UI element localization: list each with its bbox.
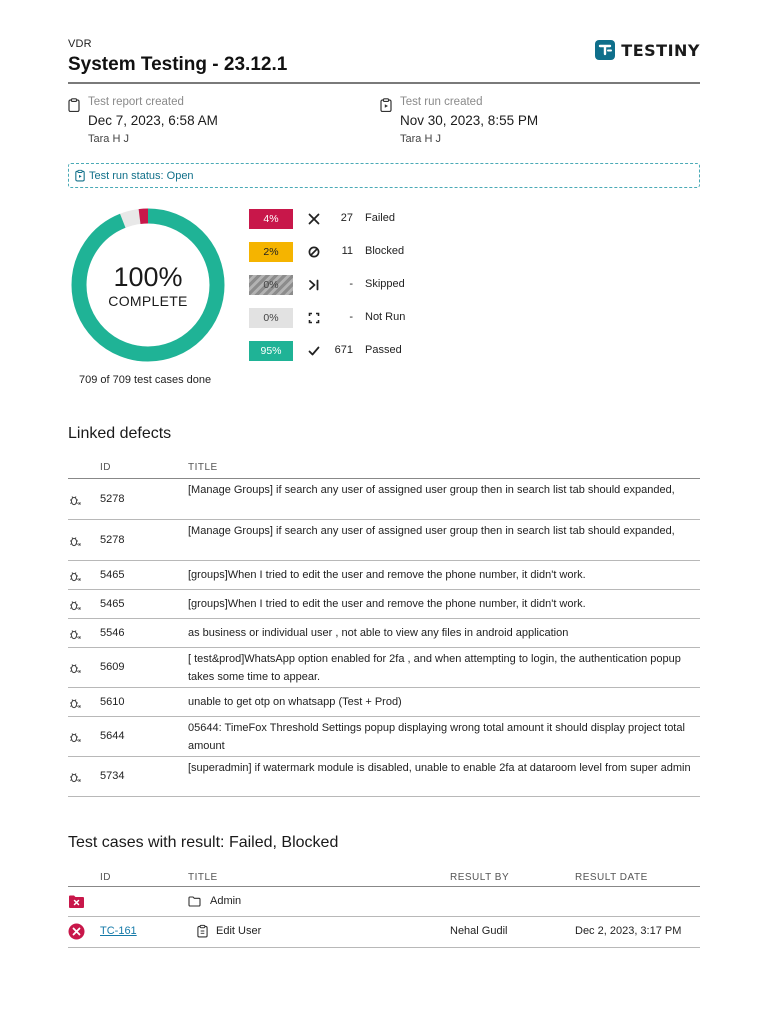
- legend-badge: 4%: [249, 209, 293, 229]
- blocked-icon: [308, 246, 320, 258]
- defect-row: [68, 648, 700, 688]
- test-case-result-by: Nehal Gudil: [450, 925, 508, 937]
- bug-icon: [68, 534, 82, 548]
- legend-label: Failed: [365, 212, 395, 224]
- legend-count: -: [349, 311, 353, 323]
- defect-row: [68, 520, 700, 561]
- skip-icon: [308, 279, 320, 291]
- legend-count: 11: [341, 245, 353, 257]
- linked-defects-heading: Linked defects: [68, 425, 172, 442]
- legend-count: 671: [334, 344, 353, 356]
- legend-badge: 0%: [249, 308, 293, 328]
- legend-label: Not Run: [365, 311, 406, 323]
- x-icon: [308, 213, 320, 225]
- folder-name: Admin: [210, 895, 242, 907]
- test-case-icon: [197, 924, 208, 938]
- failed-status-icon: [68, 923, 85, 940]
- defect-row: [68, 561, 700, 590]
- legend-count: 27: [340, 212, 353, 224]
- page-title: System Testing - 23.12.1: [68, 54, 288, 75]
- defect-title: [Manage Groups] if search any user of assigned user group then in search list tab should expanded,: [188, 525, 675, 537]
- bug-icon: [68, 569, 82, 583]
- defect-title: [Manage Groups] if search any user of assigned user group then in search list tab should expanded,: [188, 484, 675, 496]
- legend-row-skipped: [249, 275, 429, 295]
- defect-id: 5465: [100, 598, 125, 610]
- completion-label: COMPLETE: [108, 293, 188, 309]
- defect-row: [68, 757, 700, 797]
- folder-row: [68, 887, 700, 917]
- defect-row: [68, 590, 700, 619]
- clipboard-icon: [75, 169, 85, 182]
- legend-badge: 0%: [249, 275, 293, 295]
- legend-row-not-run: [249, 308, 429, 328]
- defect-title: [groups]When I tried to edit the user and remove the phone number, it didn't work.: [188, 569, 586, 581]
- bug-icon: [68, 696, 82, 710]
- row-divider: [68, 796, 700, 797]
- run-created-date: Nov 30, 2023, 8:55 PM: [400, 113, 539, 128]
- clipboard-icon: [68, 98, 80, 112]
- completion-percent: 100%: [113, 262, 183, 292]
- legend-label: Skipped: [365, 278, 405, 290]
- test-case-title: Edit User: [216, 925, 262, 937]
- defect-id: 5278: [100, 493, 125, 505]
- defect-row: [68, 717, 700, 757]
- defect-row: [68, 688, 700, 717]
- defect-id: 5610: [100, 696, 125, 708]
- legend-row-passed: [249, 341, 429, 361]
- defect-title: as business or individual user , not able to view any files in android application: [188, 627, 569, 639]
- bug-icon: [68, 493, 82, 507]
- tc-title-header: TITLE: [188, 872, 218, 883]
- legend-count: -: [349, 278, 353, 290]
- test-cases-heading: Test cases with result: Failed, Blocked: [68, 834, 339, 851]
- check-icon: [308, 345, 320, 357]
- bug-icon: [68, 661, 82, 675]
- defect-id: 5734: [100, 770, 125, 782]
- logo-text: TESTINY: [621, 40, 700, 60]
- run-status-banner: [68, 163, 700, 188]
- report-created-date: Dec 7, 2023, 6:58 AM: [88, 113, 218, 128]
- defect-id: 5609: [100, 661, 125, 673]
- bug-icon: [68, 598, 82, 612]
- report-created-user: Tara H J: [88, 133, 129, 145]
- clipboard-play-icon: [380, 98, 392, 112]
- completion-donut: [68, 205, 228, 365]
- defect-title: [superadmin] if watermark module is disabled, unable to enable 2fa at dataroom level from super admin: [188, 762, 691, 774]
- bug-icon: [68, 627, 82, 641]
- tc-id-header: ID: [100, 872, 111, 883]
- test-case-row: [68, 917, 700, 947]
- legend-badge: 2%: [249, 242, 293, 262]
- defect-title: [ test&prod]WhatsApp option enabled for 2fa , and when attempting to login, the authentication popup takes some time to appear.: [188, 653, 681, 683]
- defect-id: 5546: [100, 627, 125, 639]
- legend-badge: 95%: [249, 341, 293, 361]
- defect-row: [68, 479, 700, 520]
- defect-id: 5644: [100, 730, 125, 742]
- run-status-text: Test run status: Open: [89, 170, 194, 182]
- bug-icon: [68, 730, 82, 744]
- defect-title: [groups]When I tried to edit the user and remove the phone number, it didn't work.: [188, 598, 586, 610]
- test-case-result-date: Dec 2, 2023, 3:17 PM: [575, 925, 682, 937]
- legend-row-failed: [249, 209, 429, 229]
- legend-label: Blocked: [365, 245, 405, 257]
- defect-row: [68, 619, 700, 648]
- run-created-label: Test run created: [400, 96, 483, 108]
- header-divider: [68, 82, 700, 84]
- test-case-id-link[interactable]: TC-161: [100, 925, 137, 937]
- not-run-icon: [308, 312, 320, 324]
- defects-id-header: ID: [100, 462, 111, 473]
- defect-title: 05644: TimeFox Threshold Settings popup displaying wrong total amount it should display project total amount: [188, 722, 685, 752]
- project-name: VDR: [68, 38, 92, 50]
- row-divider: [68, 947, 700, 948]
- test-cases-done: 709 of 709 test cases done: [79, 374, 212, 386]
- legend-label: Passed: [365, 344, 402, 356]
- defects-title-header: TITLE: [188, 462, 218, 473]
- report-page: [68, 0, 700, 1024]
- run-created-user: Tara H J: [400, 133, 441, 145]
- defect-title: unable to get otp on whatsapp (Test + Prod): [188, 696, 402, 708]
- defect-id: 5465: [100, 569, 125, 581]
- defect-id: 5278: [100, 534, 125, 546]
- tc-result-by-header: RESULT BY: [450, 872, 510, 883]
- bug-icon: [68, 770, 82, 784]
- tc-result-date-header: RESULT DATE: [575, 872, 648, 883]
- testiny-logo-icon: [595, 40, 615, 60]
- folder-icon: [188, 896, 201, 907]
- folder-failed-icon: [68, 894, 85, 909]
- report-created-label: Test report created: [88, 96, 184, 108]
- testiny-logo: [595, 40, 700, 60]
- legend-row-blocked: [249, 242, 429, 262]
